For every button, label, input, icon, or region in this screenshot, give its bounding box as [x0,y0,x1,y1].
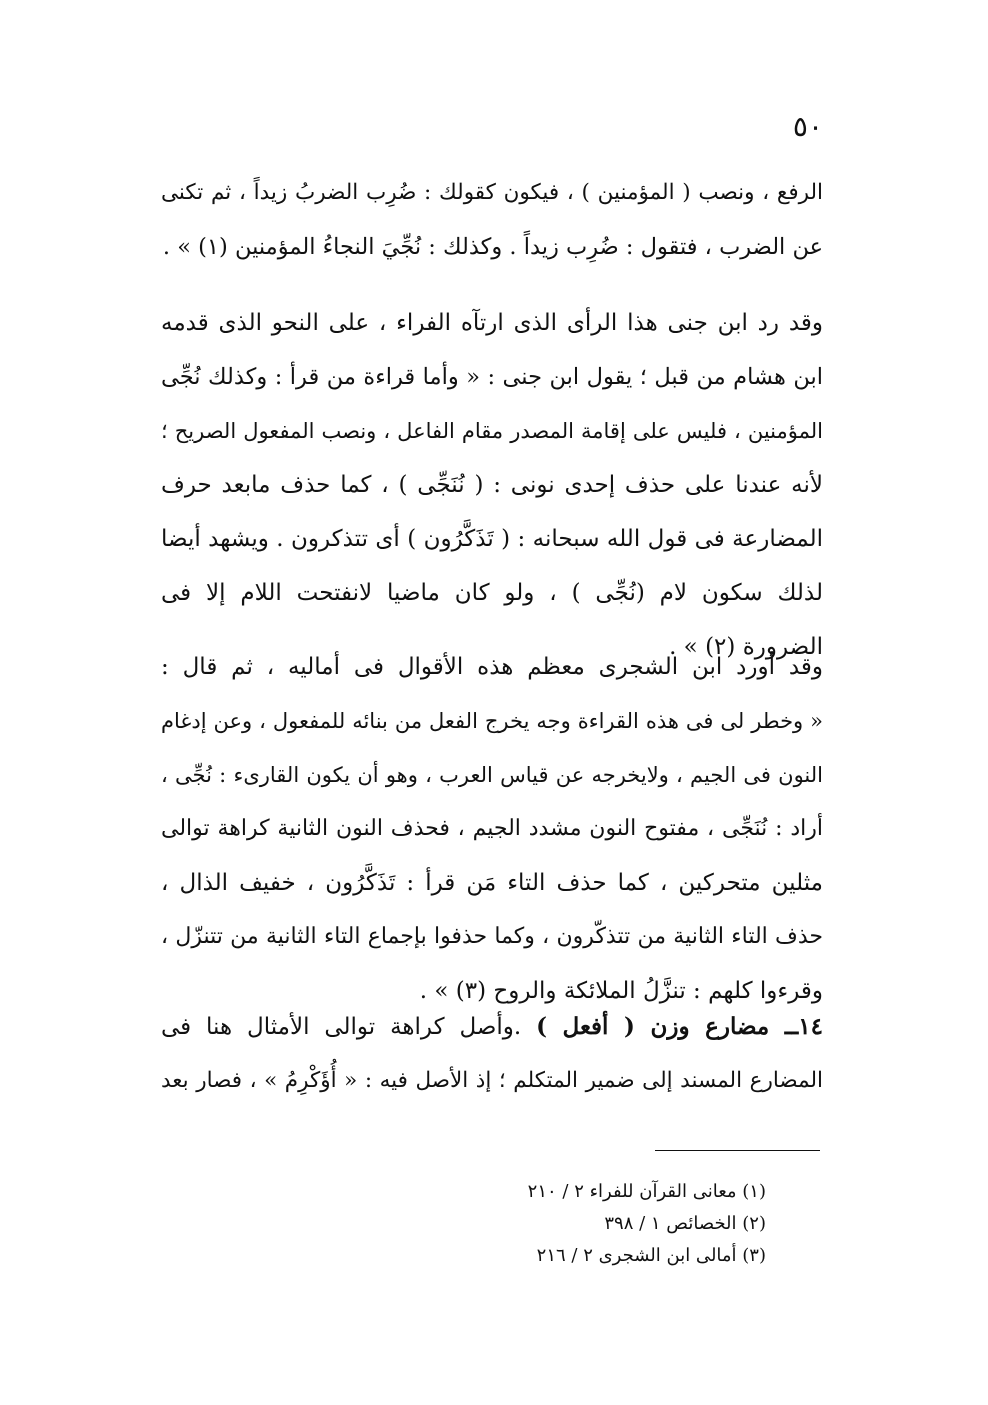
text-line: وقد أورد ابن الشجرى معظم هذه الأقوال فى أماليه ، ثم قال : [161,654,823,680]
text-fragment: .وأصل كراهة توالى الأمثال هنا فى [161,1014,537,1040]
paragraph-3 [161,640,823,1018]
text-line: المضارعة فى قول الله سبحانه : ( تَذَكَّرُون ) أى تتذكرون . ويشهد أيضا [161,526,823,552]
paragraph-2 [161,296,823,674]
footnotes [528,1176,766,1272]
text-line-with-heading [161,1000,823,1054]
text-line: المؤمنين ، فليس على إقامة المصدر مقام الفاعل ، ونصب المفعول الصريح ؛ [161,419,823,443]
text-line: وقد رد ابن جنى هذا الرأى الذى ارتآه الفراء ، على النحو الذى قدمه [161,310,823,336]
text-line: المضارع المسند إلى ضمير المتكلم ؛ إذ الأصل فيه : « أُؤَكْرِمُ » ، فصار بعد [161,1068,823,1093]
footnote: (١) معانى القرآن للفراء ٢ / ٢١٠ [527,1181,766,1202]
footnote: (٣) أمالى ابن الشجرى ٢ / ٢١٦ [536,1245,766,1266]
footnote: (٢) الخصائص ١ / ٣٩٨ [604,1213,766,1234]
footnote-separator [655,1150,820,1151]
text-line: « وخطر لى فى هذه القراءة وجه يخرج الفعل من بنائه للمفعول ، وعن إدغام [161,709,823,733]
page-number: ٥٠ [792,110,823,143]
text-line: وقرءوا كلهم : تنزَّلُ الملائكة والروح (٣) » . [419,978,823,1004]
paragraph-1 [161,166,823,274]
text-line: النون فى الجيم ، ولايخرجه عن قياس العرب ، وهو أن يكون القارىء : نُجِّى ، [161,763,823,787]
text-line: مثلين متحركين ، كما حذف التاء مَن قرأ : تَذَكَّرُون ، خفيف الذال ، [161,870,823,896]
text-line: أراد : نُنَجِّى ، مفتوح النون مشدد الجيم ، فحذف النون الثانية كراهة توالى [161,816,823,841]
paragraph-4 [161,1000,823,1108]
text-line: حذف التاء الثانية من تتذكّرون ، وكما حذفوا بإجماع التاء الثانية من تتنزّل ، [161,924,823,949]
text-line: ابن هشام من قبل ؛ يقول ابن جنى : « وأما قراءة من قرأ : وكذلك نُجِّى [161,364,823,390]
text-line: عن الضرب ، فتقول : ضُرِب زيداً . وكذلك : نُجِّيَ النجاءُ المؤمنين (١) » . [162,234,823,260]
text-line: لذلك سكون لام (نُجِّى ) ، ولو كان ماضيا لانفتحت اللام إلا فى [161,580,823,606]
section-heading: ١٤ــ مضارع وزن ( أفعل ) [536,1013,823,1040]
text-line: الضرورة (٢) » . [669,634,823,660]
text-line: الرفع ، ونصب ( المؤمنين ) ، فيكون كقولك : ضُرِب الضربُ زيداً ، ثم تكنى [161,180,823,205]
text-line: لأنه عندنا على حذف إحدى نونى : ( نُنَجِّى ) ، كما حذف مابعد حرف [161,472,823,498]
